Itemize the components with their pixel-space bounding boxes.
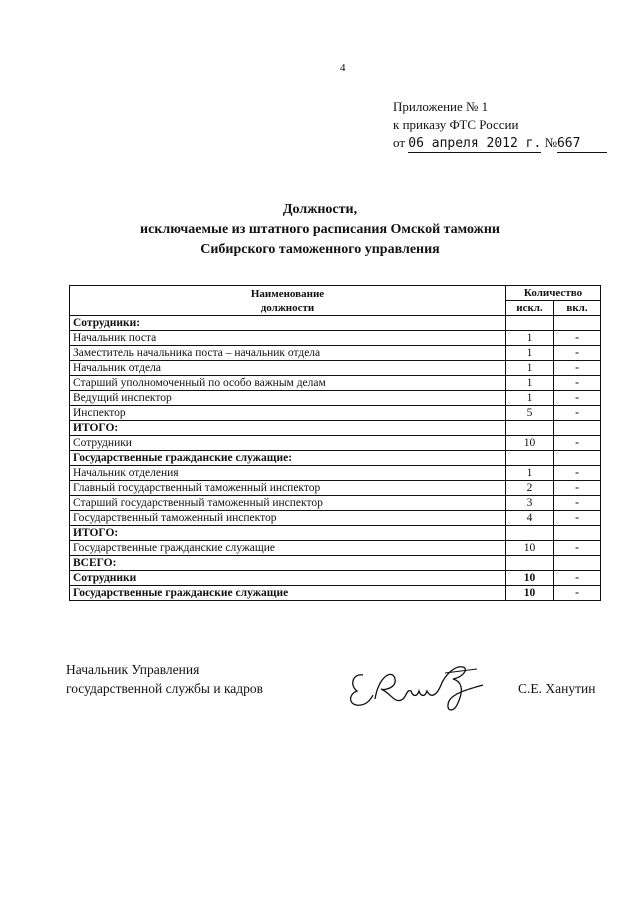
title-line-3: Сибирского таможенного управления [200, 242, 440, 257]
excluded-count: 10 [506, 586, 554, 601]
table-row [70, 406, 601, 421]
included-count [554, 556, 601, 571]
excluded-count: 10 [506, 571, 554, 586]
document-title [60, 200, 580, 260]
included-count: - [554, 511, 601, 526]
table-row [70, 496, 601, 511]
excluded-count: 2 [506, 481, 554, 496]
signatory-position-line-2: государственной службы и кадров [66, 681, 264, 696]
included-count: - [554, 406, 601, 421]
included-count: - [554, 331, 601, 346]
section-heading: Государственные гражданские служащие: [70, 451, 506, 466]
excluded-count: 1 [506, 361, 554, 376]
table-body [70, 316, 601, 601]
included-count [554, 451, 601, 466]
excluded-count: 1 [506, 331, 554, 346]
excluded-count: 1 [506, 391, 554, 406]
table-row [70, 586, 601, 601]
included-count: - [554, 586, 601, 601]
table-row [70, 391, 601, 406]
table-row [70, 526, 601, 541]
position-name: Государственные гражданские служащие [70, 541, 506, 556]
signatory-name: С.Е. Ханутин [518, 681, 596, 696]
included-count [554, 526, 601, 541]
header-included: вкл. [554, 301, 601, 316]
positions-table [69, 285, 601, 601]
included-count [554, 421, 601, 436]
excluded-count [506, 451, 554, 466]
appendix-title: Приложение № 1 [393, 99, 489, 114]
included-count: - [554, 541, 601, 556]
signatory-position-line-1: Начальник Управления [66, 662, 200, 677]
number-prefix: № [544, 135, 557, 150]
appendix-order-ref: к приказу ФТС России [393, 117, 519, 132]
section-heading: ИТОГО: [70, 421, 506, 436]
order-date: 06 апреля 2012 г. [408, 136, 542, 151]
header-position-name: Наименование должности [70, 286, 506, 316]
order-number: 667 [557, 136, 607, 153]
position-name: Главный государственный таможенный инспектор [70, 481, 506, 496]
position-name: Государственный таможенный инспектор [70, 511, 506, 526]
position-name: Старший государственный таможенный инспектор [70, 496, 506, 511]
table-row [70, 541, 601, 556]
included-count: - [554, 466, 601, 481]
section-heading: ВСЕГО: [70, 556, 506, 571]
position-name: Заместитель начальника поста – начальник отдела [70, 346, 506, 361]
table-row [70, 376, 601, 391]
table-row [70, 481, 601, 496]
position-name: Начальник отдела [70, 361, 506, 376]
header-excluded: искл. [506, 301, 554, 316]
position-name: Государственные гражданские служащие [70, 586, 506, 601]
table-row [70, 361, 601, 376]
position-name: Инспектор [70, 406, 506, 421]
appendix-date-line [393, 134, 618, 153]
included-count: - [554, 346, 601, 361]
position-name: Сотрудники [70, 571, 506, 586]
table-row [70, 556, 601, 571]
included-count: - [554, 376, 601, 391]
appendix-header [393, 98, 618, 153]
included-count: - [554, 571, 601, 586]
excluded-count [506, 316, 554, 331]
page-number: 4 [340, 62, 346, 74]
excluded-count: 3 [506, 496, 554, 511]
excluded-count: 5 [506, 406, 554, 421]
table-row [70, 451, 601, 466]
excluded-count: 10 [506, 436, 554, 451]
excluded-count: 1 [506, 466, 554, 481]
table-row [70, 331, 601, 346]
date-prefix: от [393, 135, 406, 150]
excluded-count: 1 [506, 376, 554, 391]
handwritten-signature [345, 655, 495, 715]
position-name: Старший уполномоченный по особо важным делам [70, 376, 506, 391]
table-row [70, 346, 601, 361]
table-row [70, 466, 601, 481]
included-count: - [554, 391, 601, 406]
included-count: - [554, 361, 601, 376]
table-row [70, 511, 601, 526]
section-heading: Сотрудники: [70, 316, 506, 331]
included-count [554, 316, 601, 331]
table-row [70, 571, 601, 586]
header-quantity: Количество [506, 286, 601, 301]
excluded-count [506, 526, 554, 541]
title-line-2: исключаемые из штатного расписания Омской таможни [140, 222, 500, 237]
excluded-count: 1 [506, 346, 554, 361]
position-name: Сотрудники [70, 436, 506, 451]
table-row [70, 316, 601, 331]
signatory-position [66, 660, 263, 698]
table-row [70, 436, 601, 451]
table-row [70, 421, 601, 436]
position-name: Начальник отделения [70, 466, 506, 481]
section-heading: ИТОГО: [70, 526, 506, 541]
position-name: Начальник поста [70, 331, 506, 346]
excluded-count: 4 [506, 511, 554, 526]
included-count: - [554, 436, 601, 451]
excluded-count [506, 421, 554, 436]
included-count: - [554, 496, 601, 511]
position-name: Ведущий инспектор [70, 391, 506, 406]
included-count: - [554, 481, 601, 496]
title-line-1: Должности, [282, 202, 358, 217]
excluded-count [506, 556, 554, 571]
excluded-count: 10 [506, 541, 554, 556]
